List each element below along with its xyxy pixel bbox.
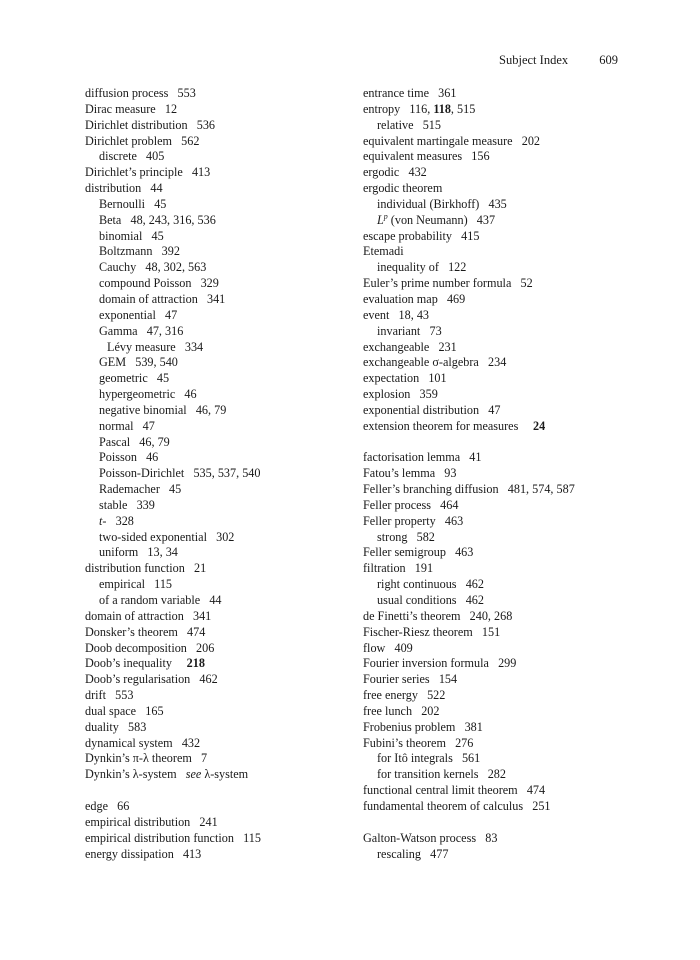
index-pages: 302 (216, 529, 235, 544)
index-term: Doob’s regularisation (85, 672, 191, 687)
index-pages: 553 (115, 688, 134, 703)
index-pages: 583 (128, 719, 147, 734)
index-pages: 218 (186, 656, 205, 671)
index-entry (363, 134, 643, 150)
index-term: Fubini’s theorem (363, 735, 446, 750)
index-entry (363, 466, 643, 482)
index-pages (409, 102, 475, 116)
index-term: entrance time (363, 86, 429, 100)
index-term: event (363, 307, 390, 322)
page-number: 609 (599, 53, 618, 67)
index-term: expectation (363, 371, 420, 386)
index-term: flow (363, 640, 386, 655)
index-pages: 45 (169, 482, 182, 497)
index-pages: 202 (521, 133, 540, 148)
index-term: Rademacher (99, 482, 160, 497)
index-term: hypergeometric (99, 387, 176, 402)
index-term: Donsker’s theorem (85, 624, 178, 639)
index-entry (363, 482, 643, 498)
index-entry (85, 466, 360, 482)
index-term: duality (85, 719, 119, 734)
index-entry (85, 498, 360, 514)
index-term: evaluation map (363, 291, 438, 306)
index-pages: 234 (488, 355, 507, 370)
index-entry (363, 831, 643, 847)
index-entry (363, 165, 643, 181)
index-entry (85, 134, 360, 150)
index-term: usual conditions (377, 593, 457, 607)
index-pages: 47 (488, 402, 501, 417)
index-entry (363, 656, 643, 672)
index-pages: 415 (461, 228, 480, 243)
index-term: Fischer-Riesz theorem (363, 624, 473, 639)
index-entry (85, 149, 360, 165)
index-term: Fourier series (363, 672, 430, 687)
index-entry (363, 229, 643, 245)
index-entry (363, 530, 643, 546)
index-pages: 413 (191, 165, 211, 180)
index-term: $L^p$ (von Neumann) (377, 211, 468, 227)
index-term: binomial (99, 228, 143, 243)
index-entry (363, 625, 643, 641)
index-term: domain of attraction (85, 608, 184, 623)
index-pages: 66 (117, 798, 130, 813)
index-term: uniform (99, 545, 139, 560)
index-entry (85, 260, 360, 276)
index-pages: 47, 316 (146, 323, 184, 338)
index-entry (85, 244, 360, 260)
index-pages: 122 (448, 260, 467, 275)
index-pages: 18, 43 (398, 307, 430, 322)
index-term: Dirichlet’s principle (85, 165, 183, 180)
index-entry (363, 419, 643, 435)
index-term: Dirichlet distribution (85, 117, 188, 132)
index-pages: 561 (461, 751, 481, 766)
index-term: distribution (85, 181, 142, 196)
index-pages: 413 (182, 846, 202, 861)
index-entry (363, 324, 643, 340)
index-pages: 83 (485, 830, 498, 845)
index-term: Feller property (363, 513, 436, 528)
index-entry (363, 371, 643, 387)
index-pages: 409 (394, 640, 413, 655)
index-pages: 432 (408, 165, 427, 180)
index-term: exchangeable (363, 339, 430, 354)
index-entry (363, 688, 643, 704)
index-pages: 463 (444, 513, 464, 528)
index-pages: 7 (200, 751, 208, 766)
index-term: fundamental theorem of calculus (363, 798, 524, 813)
index-term: empirical distribution (85, 814, 191, 829)
index-entry (85, 672, 360, 688)
index-pages: 462 (465, 577, 484, 592)
index-column-left (85, 86, 360, 862)
index-entry (363, 545, 643, 561)
index-term: individual (Birkhoff) (377, 196, 480, 211)
index-entry (85, 387, 360, 403)
index-pages: 469 (446, 291, 466, 306)
index-pages: 341 (206, 291, 226, 306)
index-term: domain of attraction (99, 291, 198, 306)
index-pages: 45 (154, 196, 167, 211)
index-pages: 46 (146, 450, 159, 465)
index-see-reference: see λ-system (185, 767, 249, 782)
index-pages: 339 (136, 497, 155, 512)
index-entry (85, 545, 360, 561)
index-entry (363, 340, 643, 356)
index-entry (85, 751, 360, 767)
index-entry (85, 450, 360, 466)
index-pages: 156 (471, 149, 490, 164)
index-entry (85, 292, 360, 308)
index-entry (85, 482, 360, 498)
index-pages: 359 (419, 387, 438, 402)
index-term: edge (85, 798, 109, 813)
index-term: de Finetti’s theorem (363, 608, 461, 623)
index-term: right continuous (377, 577, 457, 592)
index-term: entropy (363, 101, 401, 116)
index-entry (363, 450, 643, 466)
index-entry (85, 767, 360, 783)
index-pages: 251 (532, 798, 551, 813)
index-pages: 481, 574, 587 (507, 482, 575, 497)
index-entry (85, 324, 360, 340)
index-pages: 553 (177, 86, 196, 100)
index-entry (363, 561, 643, 577)
index-entry (363, 403, 643, 419)
index-entry (363, 276, 643, 292)
index-entry (363, 118, 643, 134)
index-entry (85, 656, 360, 672)
index-term: Feller process (363, 497, 432, 512)
index-term: Poisson-Dirichlet (99, 466, 185, 481)
index-pages: 52 (520, 276, 533, 291)
index-term: equivalent measures (363, 149, 463, 164)
index-entry (85, 641, 360, 657)
index-term: Feller’s branching diffusion (363, 482, 499, 497)
index-term: GEM (99, 355, 127, 370)
index-entry (85, 340, 360, 356)
index-entry (363, 767, 643, 783)
index-entry (85, 704, 360, 720)
index-entry (363, 593, 643, 609)
index-pages: 21 (194, 561, 207, 576)
index-entry (85, 799, 360, 815)
index-pages: 45 (156, 371, 170, 386)
index-term: inequality of (377, 260, 439, 275)
index-term: free energy (363, 688, 418, 703)
index-entry (85, 229, 360, 245)
index-term: equivalent martingale measure (363, 133, 513, 148)
index-pages: 334 (184, 339, 204, 354)
index-pages: 231 (438, 339, 457, 354)
index-term: exponential distribution (363, 402, 480, 417)
index-entry (363, 86, 643, 102)
index-term: Euler’s prime number formula (363, 276, 512, 291)
index-entry (85, 276, 360, 292)
index-term: relative (377, 117, 414, 132)
index-entry (363, 514, 643, 530)
index-pages: 47 (142, 418, 155, 433)
index-term: strong (377, 529, 408, 544)
index-pages: 474 (526, 783, 546, 798)
index-term: empirical distribution function (85, 830, 234, 845)
running-header (499, 53, 618, 68)
index-pages: 341 (192, 608, 212, 623)
index-entry (85, 308, 360, 324)
index-pages: 463 (455, 545, 474, 560)
index-entry (85, 815, 360, 831)
index-term: Etemadi (363, 244, 404, 259)
index-entry (363, 736, 643, 752)
index-term: Frobenius problem (363, 719, 456, 734)
index-entry (363, 498, 643, 514)
index-entry (363, 149, 643, 165)
index-entry (85, 435, 360, 451)
index-term: functional central limit theorem (363, 783, 518, 798)
index-term: ergodic (363, 165, 400, 180)
index-entry (363, 783, 643, 799)
index-pages: 432 (181, 735, 201, 750)
index-entry (85, 720, 360, 736)
index-entry (363, 847, 643, 863)
index-entry (85, 625, 360, 641)
index-pages: 45 (151, 228, 164, 243)
index-pages: 41 (469, 450, 482, 465)
index-term: energy dissipation (85, 846, 174, 861)
index-gap (363, 815, 643, 831)
index-term: Poisson (99, 450, 137, 465)
index-term: Feller semigroup (363, 545, 446, 560)
index-term: dynamical system (85, 735, 173, 750)
index-pages: 474 (187, 624, 206, 639)
index-pages: 328 (115, 513, 134, 528)
index-pages: 191 (414, 561, 434, 576)
index-pages: 282 (487, 767, 506, 782)
index-pages: 151 (481, 624, 501, 639)
index-pages: 462 (465, 593, 484, 607)
index-entry (363, 672, 643, 688)
index-term: for Itô integrals (377, 751, 453, 766)
index-pages: 464 (440, 497, 459, 512)
index-pages: 48, 302, 563 (145, 260, 207, 275)
index-entry (85, 561, 360, 577)
index-term: exponential (99, 307, 156, 322)
index-term: Fourier inversion formula (363, 656, 489, 671)
index-pages: 206 (196, 640, 215, 655)
index-term: escape probability (363, 228, 453, 243)
index-term: dual space (85, 703, 137, 718)
index-pages: 329 (200, 276, 219, 291)
index-entry (85, 577, 360, 593)
index-term: Dynkin’s λ-system (85, 767, 177, 782)
index-entry (363, 641, 643, 657)
index-term: Gamma (99, 323, 138, 338)
index-term: for transition kernels (377, 767, 479, 782)
index-term: Doob decomposition (85, 640, 187, 655)
index-pages: 154 (438, 672, 458, 687)
index-term: Pascal (99, 434, 131, 449)
index-term: drift (85, 688, 106, 703)
index-term: Fatou’s lemma (363, 466, 436, 481)
index-pages: 115 (154, 577, 173, 592)
index-pages: 240, 268 (469, 608, 513, 623)
index-pages: 47 (165, 307, 178, 322)
index-entry (85, 181, 360, 197)
index-pages: 48, 243, 316, 536 (130, 212, 216, 227)
index-term: Bernoulli (99, 196, 146, 211)
index-term: Boltzmann (99, 244, 153, 259)
index-pages: 536 (196, 117, 215, 132)
index-entry (363, 197, 643, 213)
index-term: of a random variable (99, 593, 201, 607)
index-pages: 46, 79 (139, 434, 170, 449)
index-term: extension theorem for measures (363, 418, 519, 433)
index-entry (363, 799, 643, 815)
running-title: Subject Index (499, 53, 569, 67)
index-pages: 13, 34 (147, 545, 178, 560)
index-term: Dirichlet problem (85, 133, 172, 148)
index-term: Cauchy (99, 260, 137, 275)
index-entry (85, 847, 360, 863)
index-pages: 361 (438, 86, 457, 100)
index-term: ergodic theorem (363, 181, 443, 196)
index-pages: 93 (444, 466, 457, 481)
index-pages: 44 (209, 593, 222, 607)
index-pages: 44 (150, 181, 163, 196)
index-pages: 539, 540 (135, 355, 178, 370)
index-entry (85, 419, 360, 435)
index-term: diffusion process (85, 86, 169, 100)
index-term: Dirac measure (85, 101, 156, 116)
index-term: t- (99, 513, 107, 528)
index-term: discrete (99, 149, 137, 164)
index-pages: 46, 79 (195, 402, 227, 417)
index-entry (363, 181, 643, 197)
index-pages: 299 (498, 656, 517, 671)
index-entry (363, 751, 643, 767)
index-term: rescaling (377, 846, 421, 861)
index-entry (85, 118, 360, 134)
index-entry (363, 577, 643, 593)
index-pages-part: , 515 (450, 101, 476, 116)
index-entry (85, 688, 360, 704)
index-entry (363, 102, 643, 118)
index-pages-part: 116, (409, 101, 434, 116)
index-term: distribution function (85, 561, 185, 576)
index-entry (363, 244, 643, 260)
index-term: free lunch (363, 703, 413, 718)
index-entry (363, 292, 643, 308)
index-entry (85, 514, 360, 530)
index-pages: 165 (145, 703, 164, 718)
index-pages: 46 (184, 387, 197, 402)
index-entry (363, 609, 643, 625)
index-pages: 535, 537, 540 (193, 466, 261, 481)
index-entry (85, 355, 360, 371)
index-entry (85, 213, 360, 229)
index-term: two-sided exponential (99, 529, 207, 544)
index-entry (85, 530, 360, 546)
index-pages: 462 (199, 672, 218, 687)
index-term: invariant (377, 323, 421, 338)
index-gap (363, 435, 643, 451)
index-entry (85, 102, 360, 118)
index-pages: 202 (421, 703, 440, 718)
index-term: factorisation lemma (363, 450, 461, 465)
index-entry (85, 736, 360, 752)
index-pages: 115 (243, 830, 261, 845)
index-term: explosion (363, 387, 411, 402)
index-entry (363, 355, 643, 371)
index-pages: 437 (476, 212, 496, 227)
index-term: negative binomial (99, 402, 187, 417)
index-entry (85, 403, 360, 419)
index-entry (363, 387, 643, 403)
index-column-right (363, 86, 643, 862)
index-pages-bold: 118 (433, 101, 451, 116)
index-entry (363, 260, 643, 276)
index-pages: 435 (488, 196, 507, 211)
index-entry (363, 720, 643, 736)
index-pages: 73 (429, 323, 442, 338)
index-entry (85, 371, 360, 387)
index-pages: 276 (455, 735, 474, 750)
index-term: geometric (99, 371, 148, 386)
index-pages: 241 (199, 814, 218, 829)
index-pages: 405 (146, 149, 165, 164)
index-gap (85, 783, 360, 799)
index-entry (85, 609, 360, 625)
index-pages: 522 (427, 688, 446, 703)
index-pages: 562 (181, 133, 200, 148)
index-entry (363, 704, 643, 720)
index-pages: 12 (164, 101, 178, 116)
index-term: normal (99, 418, 134, 433)
index-term: Doob’s inequality (85, 656, 172, 671)
index-pages: 24 (532, 418, 546, 433)
index-entry (85, 593, 360, 609)
index-entry (85, 165, 360, 181)
index-pages: 477 (430, 846, 449, 861)
index-term: filtration (363, 561, 406, 576)
index-term: compound Poisson (99, 276, 192, 291)
index-pages: 515 (422, 117, 441, 132)
index-entry (85, 197, 360, 213)
index-entry (363, 213, 643, 229)
index-term: Beta (99, 212, 122, 227)
index-pages: 101 (428, 371, 447, 386)
index-pages: 582 (416, 529, 435, 544)
index-term: Galton-Watson process (363, 830, 477, 845)
index-entry (363, 308, 643, 324)
index-term: Dynkin’s π-λ theorem (85, 751, 192, 766)
index-term: stable (99, 497, 128, 512)
index-term: exchangeable σ-algebra (363, 355, 479, 370)
index-term: Lévy measure (107, 339, 176, 354)
index-term: empirical (99, 577, 146, 592)
index-pages: 381 (464, 719, 483, 734)
index-entry (85, 86, 360, 102)
index-entry (85, 831, 360, 847)
index-pages: 392 (161, 244, 180, 259)
